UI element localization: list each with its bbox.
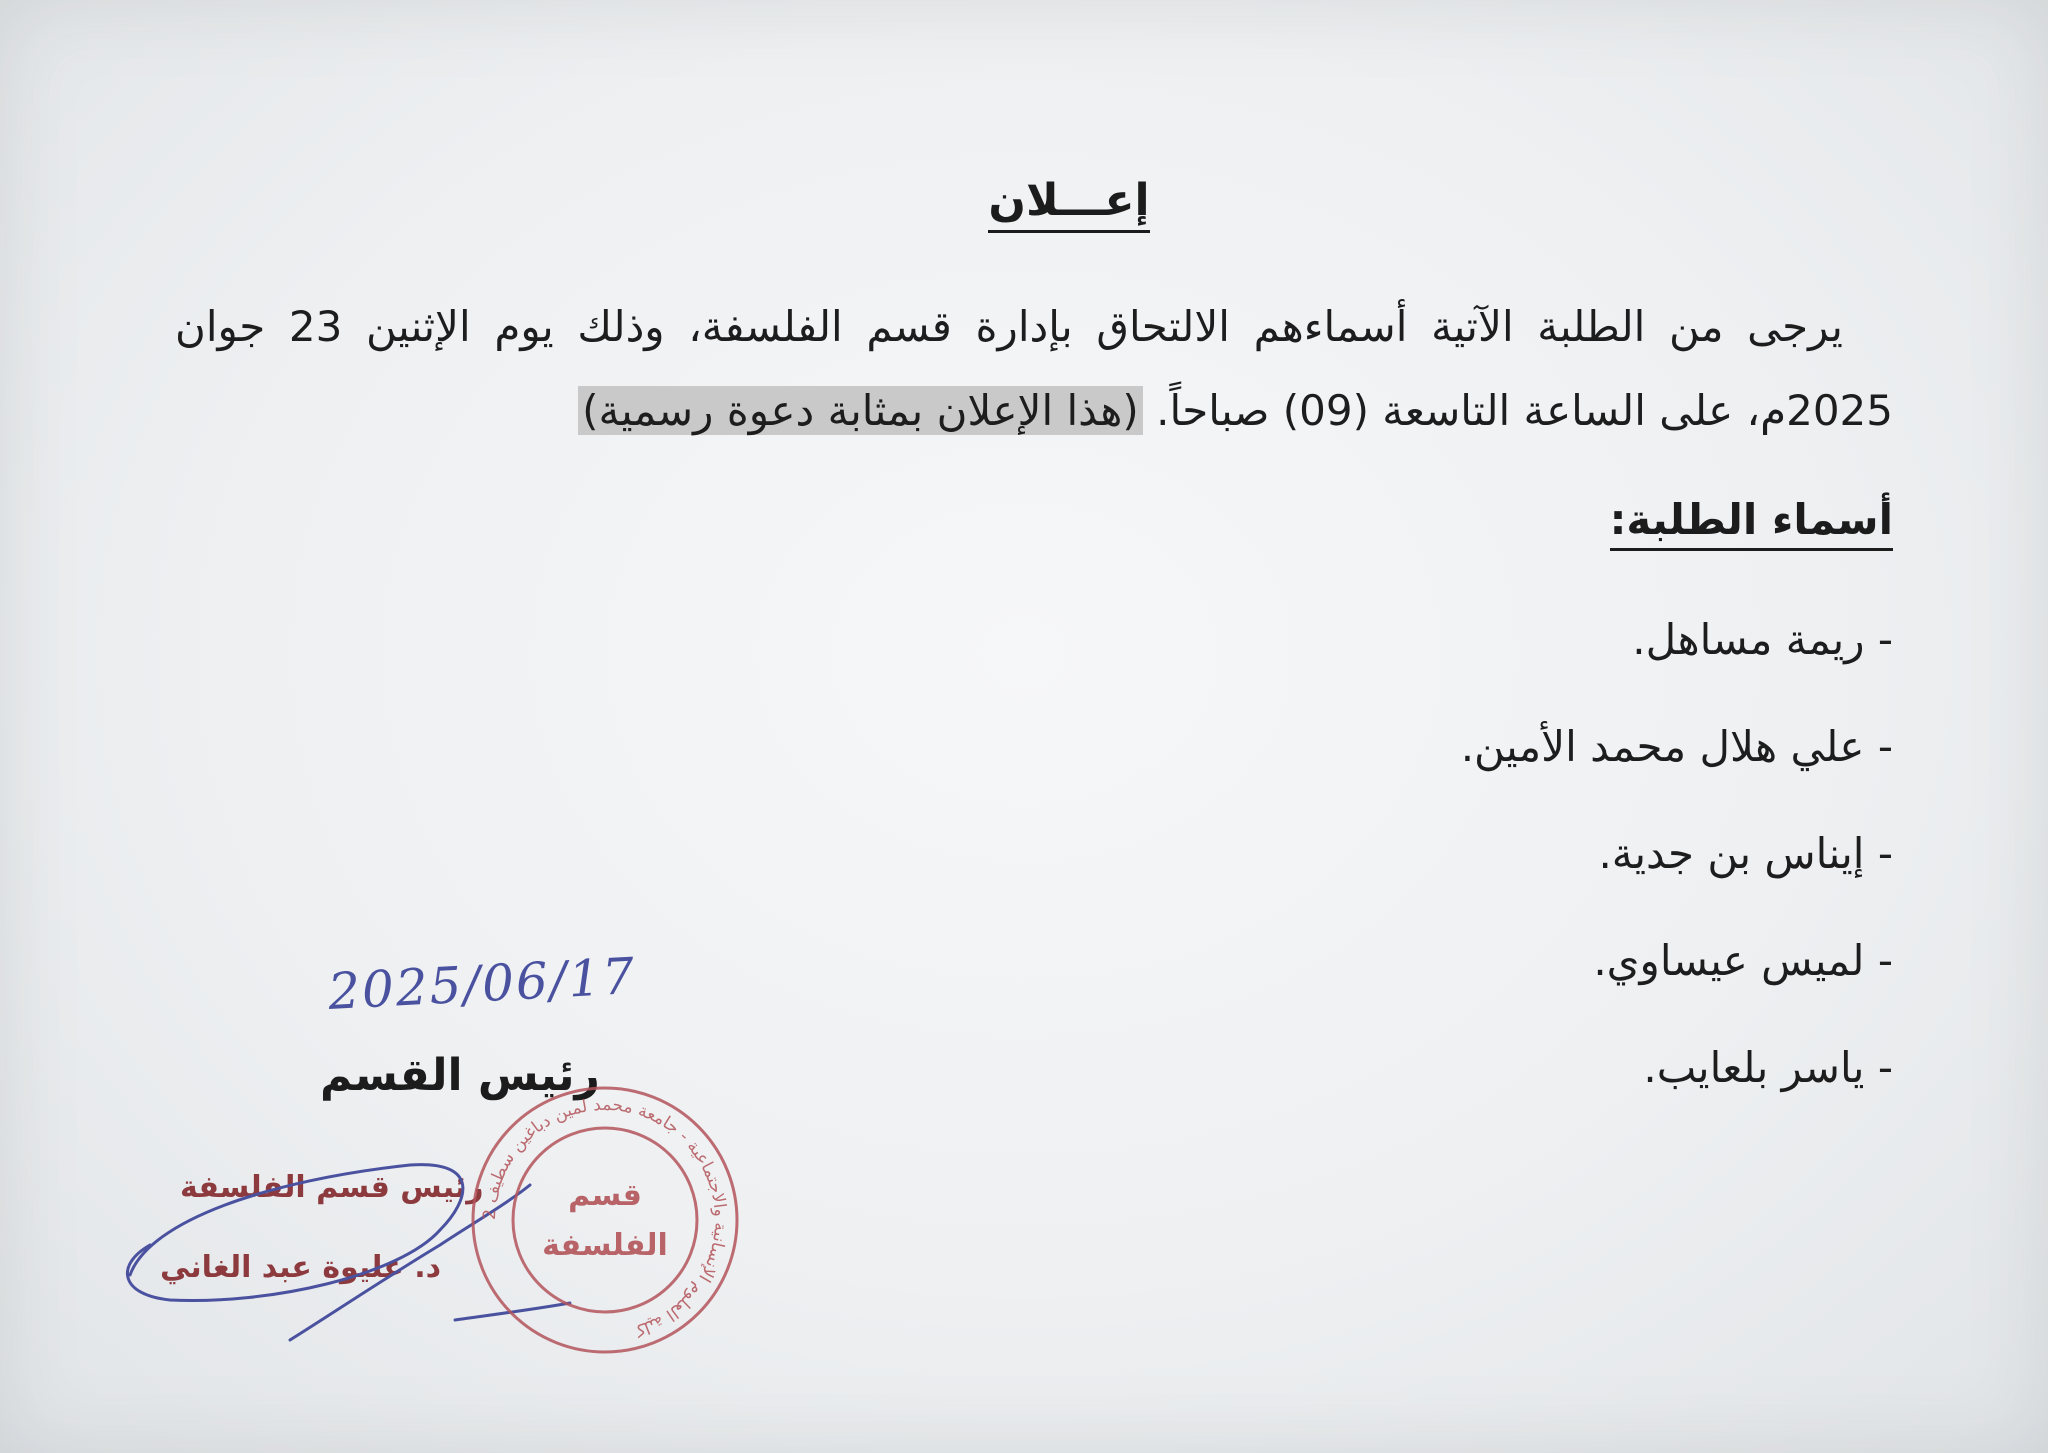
student-name-item: - ريمة مساهل.: [1632, 615, 1893, 664]
students-heading: أسماء الطلبة:: [1610, 495, 1893, 551]
handwritten-date: 2025/06/17: [326, 946, 638, 1022]
announcement-title-text: إعـــلان: [988, 175, 1149, 233]
student-name-item: - إيناس بن جدية.: [1598, 829, 1893, 878]
student-name-item: - ياسر بلعايب.: [1643, 1043, 1893, 1092]
seal-center-line1: قسم: [568, 1178, 642, 1213]
stamp-title: رئيس قسم الفلسفة: [180, 1170, 484, 1205]
seal-center-line2: الفلسفة: [542, 1228, 668, 1263]
announcement-paragraph-main: يرجى من الطلبة الآتية أسماءهم الالتحاق بإدارة قسم الفلسفة، وذلك يوم الإثنين 23 جوان 2025م، على الساعة التاسعة (09) صباحاً.: [175, 302, 1893, 435]
student-name-item: - علي هلال محمد الأمين.: [1460, 722, 1893, 771]
announcement-title: [0, 175, 2048, 233]
official-invitation-note: (هذا الإعلان بمثابة دعوة رسمية): [578, 386, 1143, 435]
stamp-name: د. عليوة عبد الغاني: [160, 1250, 442, 1285]
department-head-title: رئيس القسم: [320, 1050, 600, 1101]
seal-ring-text: كلية العلوم الإنسانية والاجتماعية - جامعة محمد لمين دباغين سطيف 2: [479, 1094, 731, 1341]
announcement-paragraph: [175, 285, 1893, 453]
student-name-item: - لميس عيساوي.: [1593, 936, 1893, 985]
department-seal: [460, 1075, 750, 1365]
